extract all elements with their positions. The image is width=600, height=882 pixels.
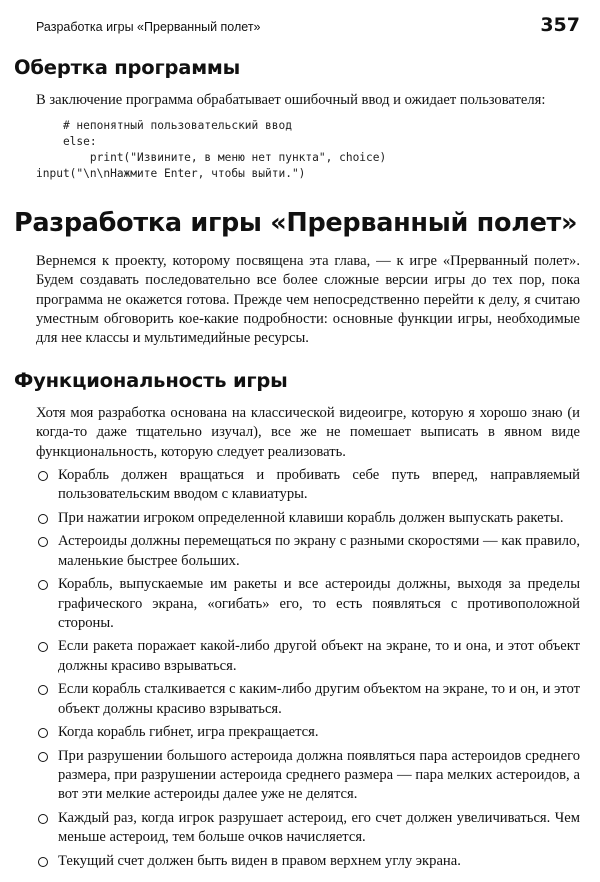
bullet-circle-icon xyxy=(38,814,48,824)
chapter-heading: Разработка игры «Прерванный полет» xyxy=(14,208,578,239)
page-content xyxy=(14,56,580,876)
bullet-circle-icon xyxy=(38,752,48,762)
list-item xyxy=(36,680,580,718)
list-item-text: Астероиды должны перемещаться по экрану с разными скоростями — как правило, маленькие быстрее больших. xyxy=(58,533,580,569)
list-item-text: При разрушении большого астероида должна появляться пара астероидов среднего размера, при разрушении астероида среднего размера — пара мелких астероидов, а вот эти мелкие астероиды далее уже не делятся. xyxy=(58,747,580,803)
running-title: Разработка игры «Прерванный полет» xyxy=(36,20,261,34)
section-heading-features: Функциональность игры xyxy=(14,369,288,393)
list-item-text: При нажатии игроком определенной клавиши корабль должен выпускать ракеты. xyxy=(58,509,564,526)
bullet-circle-icon xyxy=(38,580,48,590)
list-item xyxy=(36,852,580,871)
bullet-circle-icon xyxy=(38,642,48,652)
list-item-text: Текущий счет должен быть виден в правом верхнем углу экрана. xyxy=(58,852,461,869)
list-item xyxy=(36,532,580,570)
list-item-text: Если корабль сталкивается с каким-либо другим объектом на экране, то и он, и этот объект должны красиво взрываться. xyxy=(58,681,580,717)
list-item-text: Если ракета поражает какой-либо другой объект на экране, то и она, и этот объект должны красиво взрываться. xyxy=(58,638,580,674)
features-intro-paragraph: Хотя моя разработка основана на классической видеоигре, которую я хорошо знаю (и когда-то даже тщательно изучал), все же не помешает выписать в явном виде функциональность, которую следует реализовать. xyxy=(36,405,580,460)
bullet-circle-icon xyxy=(38,728,48,738)
page-number: 357 xyxy=(540,14,580,36)
bullet-circle-icon xyxy=(38,471,48,481)
bullet-circle-icon xyxy=(38,685,48,695)
list-item xyxy=(36,809,580,847)
list-item-text: Каждый раз, когда игрок разрушает астероид, его счет должен увеличиваться. Чем меньше астероид, тем больше очков начисляется. xyxy=(58,810,580,846)
list-item xyxy=(36,723,580,742)
wrapper-paragraph: В заключение программа обрабатывает ошибочный ввод и ожидает пользователя: xyxy=(36,92,546,108)
running-header xyxy=(36,14,580,38)
list-item-text: Когда корабль гибнет, игра прекращается. xyxy=(58,724,319,741)
list-item xyxy=(36,747,580,805)
bullet-circle-icon xyxy=(38,857,48,867)
section-heading-wrapper: Обертка программы xyxy=(14,56,241,79)
features-list xyxy=(36,466,580,871)
bullet-circle-icon xyxy=(38,514,48,524)
list-item-text: Корабль, выпускаемые им ракеты и все астероиды должны, выходя за пределы графического экрана, «огибать» его, то есть появляться с противоположной стороны. xyxy=(58,576,580,631)
list-item xyxy=(36,575,580,633)
list-item xyxy=(36,509,580,528)
list-item xyxy=(36,637,580,675)
code-listing: # непонятный пользовательский ввод else: print("Извините, в меню нет пункта", choice) input("\n\nНажмите Enter, чтобы выйти.") xyxy=(36,119,387,181)
list-item-text: Корабль должен вращаться и пробивать себе путь вперед, направляемый пользовательским вводом с клавиатуры. xyxy=(58,466,580,503)
bullet-circle-icon xyxy=(38,537,48,547)
chapter-intro-paragraph: Вернемся к проекту, которому посвящена эта глава, — к игре «Прерванный полет». Будем создавать последовательно все более сложные версии игры до тех пор, пока программа не окажется готова. Прежде чем непосредственно перейти к делу, я считаю уместным обговорить кое-какие подробности: основные функции игры, необходимые для нее классы и мультимедийные ресурсы. xyxy=(36,253,580,347)
list-item xyxy=(36,466,580,504)
